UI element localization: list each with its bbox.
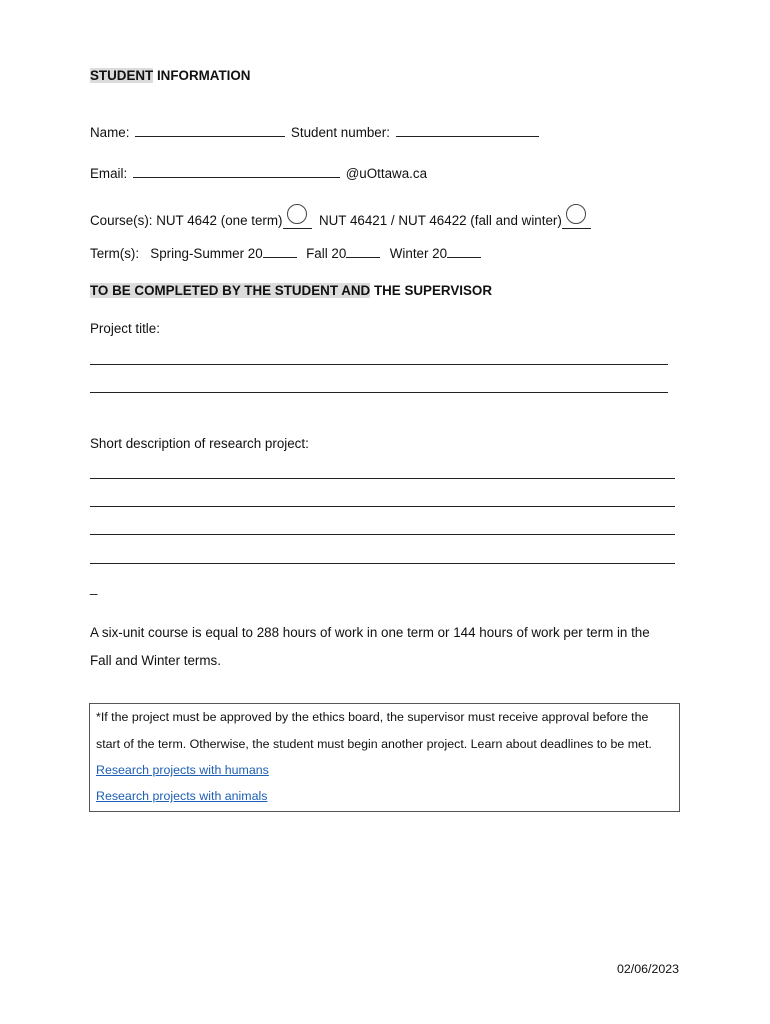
research-animals-link[interactable]: Research projects with animals bbox=[96, 789, 268, 803]
description-line-1[interactable] bbox=[90, 478, 675, 479]
description-line-4[interactable] bbox=[90, 563, 675, 564]
term-fall-label: Fall 20 bbox=[306, 246, 347, 261]
project-title-line-1[interactable] bbox=[90, 364, 668, 365]
terms-label: Term(s): bbox=[90, 246, 140, 261]
description-line-3[interactable] bbox=[90, 534, 675, 535]
ethics-note-line-1: *If the project must be approved by the ethics board, the supervisor must receive approval before the bbox=[96, 710, 649, 724]
stray-underscore: _ bbox=[90, 580, 98, 595]
term-spring-label: Spring-Summer 20 bbox=[150, 246, 263, 261]
supervisor-section-heading bbox=[90, 283, 492, 298]
email-field[interactable] bbox=[133, 165, 340, 178]
course-4642-option[interactable] bbox=[283, 208, 312, 229]
project-title-label: Project title: bbox=[90, 321, 160, 336]
email-row bbox=[90, 165, 427, 181]
student-number-field[interactable] bbox=[396, 124, 539, 137]
radio-circle-icon[interactable] bbox=[287, 204, 307, 224]
name-field[interactable] bbox=[135, 124, 285, 137]
email-label: Email: bbox=[90, 166, 128, 181]
courses-label: Course(s): NUT 4642 (one term) bbox=[90, 213, 283, 228]
term-spring-field[interactable] bbox=[263, 245, 297, 258]
course-note-line-2: Fall and Winter terms. bbox=[90, 653, 221, 668]
project-title-line-2[interactable] bbox=[90, 392, 668, 393]
heading-rest: THE SUPERVISOR bbox=[370, 283, 493, 298]
course-option2-label: NUT 46421 / NUT 46422 (fall and winter) bbox=[318, 213, 562, 228]
radio-circle-icon[interactable] bbox=[566, 204, 586, 224]
student-information-heading bbox=[90, 68, 250, 83]
email-suffix: @uOttawa.ca bbox=[345, 166, 428, 181]
heading-highlight: TO BE COMPLETED BY THE STUDENT AND bbox=[90, 283, 371, 298]
term-winter-field[interactable] bbox=[447, 245, 481, 258]
research-humans-link[interactable]: Research projects with humans bbox=[96, 763, 269, 777]
name-label: Name: bbox=[90, 125, 130, 140]
heading-rest: INFORMATION bbox=[153, 68, 251, 83]
footer-date: 02/06/2023 bbox=[617, 962, 680, 976]
heading-highlight: STUDENT bbox=[90, 68, 154, 83]
course-46421-option[interactable] bbox=[562, 208, 591, 229]
courses-row bbox=[90, 208, 591, 229]
description-label: Short description of research project: bbox=[90, 436, 309, 451]
terms-row bbox=[90, 245, 483, 261]
student-number-label: Student number: bbox=[290, 125, 390, 140]
ethics-note-line-2: start of the term. Otherwise, the student must begin another project. Learn about deadlines to be met. bbox=[96, 737, 652, 751]
term-winter-label: Winter 20 bbox=[389, 246, 448, 261]
description-line-2[interactable] bbox=[90, 506, 675, 507]
name-row bbox=[90, 124, 541, 140]
term-fall-field[interactable] bbox=[346, 245, 380, 258]
course-note-line-1: A six-unit course is equal to 288 hours of work in one term or 144 hours of work per term in the bbox=[90, 625, 650, 640]
